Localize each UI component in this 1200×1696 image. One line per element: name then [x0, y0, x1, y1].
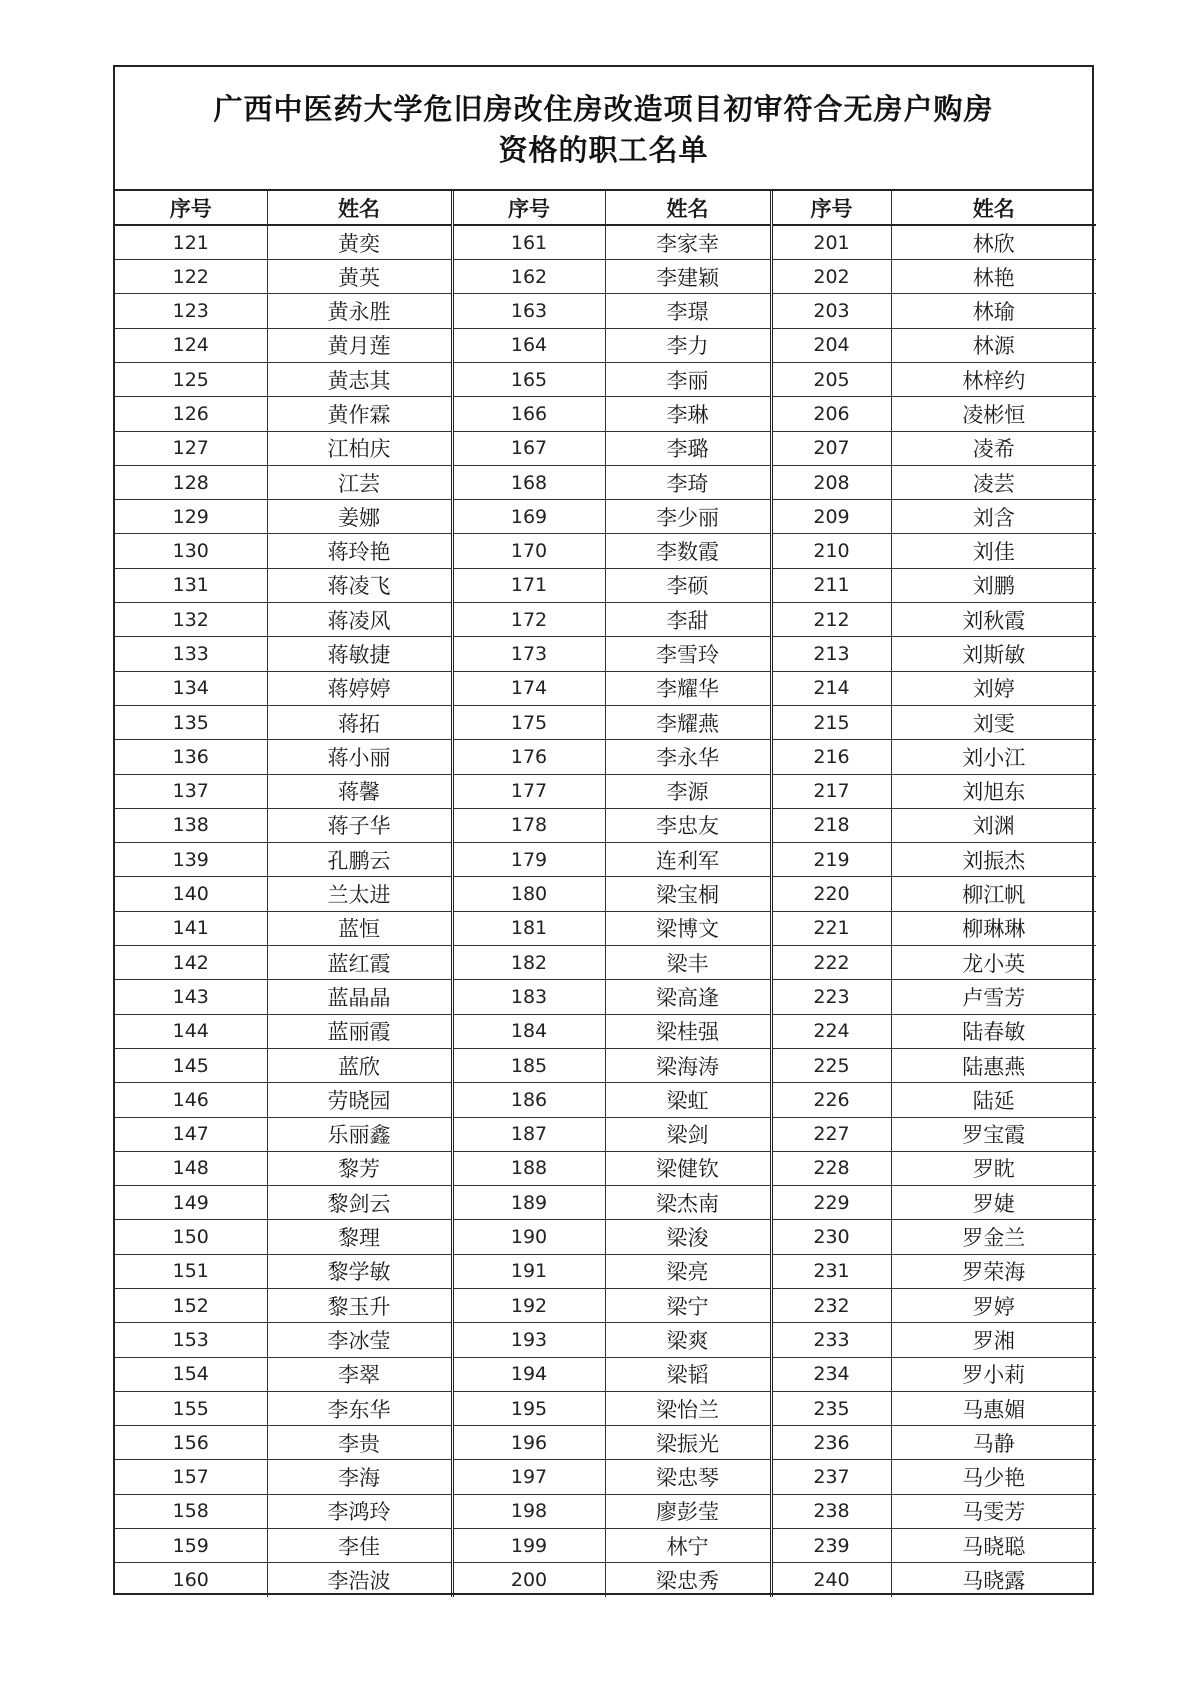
cell-name-3: 罗小莉: [891, 1357, 1096, 1391]
cell-seq-1: 158: [115, 1494, 267, 1528]
cell-seq-1: 136: [115, 740, 267, 774]
cell-name-3: 卢雪芳: [891, 980, 1096, 1014]
cell-name-1: 蒋小丽: [267, 740, 452, 774]
header-name-2: 姓名: [605, 191, 771, 225]
cell-seq-3: 229: [771, 1186, 891, 1220]
cell-name-2: 梁韬: [605, 1357, 771, 1391]
cell-name-1: 蒋婷婷: [267, 671, 452, 705]
cell-seq-3: 201: [771, 225, 891, 259]
cell-name-1: 蓝欣: [267, 1048, 452, 1082]
cell-seq-3: 217: [771, 774, 891, 808]
cell-seq-2: 193: [452, 1323, 605, 1357]
cell-seq-1: 130: [115, 534, 267, 568]
cell-seq-1: 122: [115, 260, 267, 294]
cell-seq-2: 194: [452, 1357, 605, 1391]
cell-name-2: 李力: [605, 328, 771, 362]
cell-name-1: 蒋敏捷: [267, 637, 452, 671]
cell-seq-3: 235: [771, 1391, 891, 1425]
cell-seq-2: 180: [452, 877, 605, 911]
cell-seq-1: 128: [115, 465, 267, 499]
cell-name-3: 柳琳琳: [891, 911, 1096, 945]
cell-seq-3: 233: [771, 1323, 891, 1357]
cell-seq-2: 185: [452, 1048, 605, 1082]
cell-seq-3: 208: [771, 465, 891, 499]
table-row: [115, 225, 1096, 259]
cell-name-3: 陆春敏: [891, 1014, 1096, 1048]
table-row: [115, 843, 1096, 877]
cell-name-1: 蒋凌飞: [267, 568, 452, 602]
cell-seq-3: 237: [771, 1460, 891, 1494]
table-row: [115, 637, 1096, 671]
cell-name-1: 江芸: [267, 465, 452, 499]
cell-seq-1: 154: [115, 1357, 267, 1391]
cell-name-1: 黄奕: [267, 225, 452, 259]
cell-name-1: 蓝丽霞: [267, 1014, 452, 1048]
cell-seq-3: 216: [771, 740, 891, 774]
cell-seq-1: 150: [115, 1220, 267, 1254]
cell-name-2: 梁高逢: [605, 980, 771, 1014]
cell-name-2: 李少丽: [605, 500, 771, 534]
cell-name-2: 梁爽: [605, 1323, 771, 1357]
cell-name-3: 林源: [891, 328, 1096, 362]
cell-name-2: 李数霞: [605, 534, 771, 568]
table-row: [115, 1083, 1096, 1117]
cell-name-2: 李建颖: [605, 260, 771, 294]
table-row: [115, 1494, 1096, 1528]
table-row: [115, 740, 1096, 774]
cell-seq-2: 168: [452, 465, 605, 499]
cell-name-3: 罗眈: [891, 1151, 1096, 1185]
cell-name-2: 李雪玲: [605, 637, 771, 671]
cell-name-1: 黄英: [267, 260, 452, 294]
cell-seq-3: 232: [771, 1289, 891, 1323]
cell-seq-1: 141: [115, 911, 267, 945]
cell-seq-3: 207: [771, 431, 891, 465]
cell-seq-1: 121: [115, 225, 267, 259]
cell-seq-3: 205: [771, 362, 891, 396]
cell-seq-1: 123: [115, 294, 267, 328]
cell-name-3: 罗荣海: [891, 1254, 1096, 1288]
cell-name-2: 梁健钦: [605, 1151, 771, 1185]
cell-seq-2: 162: [452, 260, 605, 294]
cell-seq-3: 228: [771, 1151, 891, 1185]
cell-name-2: 梁忠秀: [605, 1563, 771, 1597]
cell-name-1: 李海: [267, 1460, 452, 1494]
cell-name-3: 刘振杰: [891, 843, 1096, 877]
cell-seq-1: 143: [115, 980, 267, 1014]
cell-name-1: 李翠: [267, 1357, 452, 1391]
cell-name-2: 廖彭莹: [605, 1494, 771, 1528]
cell-name-2: 李耀华: [605, 671, 771, 705]
cell-name-2: 李硕: [605, 568, 771, 602]
document-title: [213, 89, 993, 171]
cell-name-2: 梁怡兰: [605, 1391, 771, 1425]
cell-name-1: 李佳: [267, 1529, 452, 1563]
cell-seq-1: 127: [115, 431, 267, 465]
cell-name-3: 马少艳: [891, 1460, 1096, 1494]
cell-name-3: 罗金兰: [891, 1220, 1096, 1254]
cell-seq-1: 125: [115, 362, 267, 396]
cell-seq-1: 159: [115, 1529, 267, 1563]
cell-name-2: 梁海涛: [605, 1048, 771, 1082]
table-row: [115, 1563, 1096, 1597]
cell-seq-2: 195: [452, 1391, 605, 1425]
cell-seq-1: 148: [115, 1151, 267, 1185]
cell-seq-2: 196: [452, 1426, 605, 1460]
table-row: [115, 568, 1096, 602]
cell-name-3: 林欣: [891, 225, 1096, 259]
header-seq-1: 序号: [115, 191, 267, 225]
cell-name-3: 凌芸: [891, 465, 1096, 499]
cell-seq-1: 151: [115, 1254, 267, 1288]
cell-name-2: 李琳: [605, 397, 771, 431]
cell-name-1: 黄永胜: [267, 294, 452, 328]
cell-name-1: 黎芳: [267, 1151, 452, 1185]
title-line-1: 广西中医药大学危旧房改住房改造项目初审符合无房户购房: [213, 92, 994, 126]
table-row: [115, 980, 1096, 1014]
cell-seq-1: 156: [115, 1426, 267, 1460]
table-row: [115, 1220, 1096, 1254]
table-row: [115, 534, 1096, 568]
cell-name-1: 蒋拓: [267, 705, 452, 739]
cell-seq-2: 178: [452, 808, 605, 842]
cell-seq-1: 137: [115, 774, 267, 808]
cell-seq-2: 169: [452, 500, 605, 534]
cell-seq-2: 177: [452, 774, 605, 808]
staff-roster-table: [115, 191, 1096, 1597]
cell-seq-2: 187: [452, 1117, 605, 1151]
cell-name-2: 梁忠琴: [605, 1460, 771, 1494]
table-row: [115, 294, 1096, 328]
header-name-1: 姓名: [267, 191, 452, 225]
cell-name-2: 梁杰南: [605, 1186, 771, 1220]
cell-name-1: 蓝恒: [267, 911, 452, 945]
cell-seq-1: 133: [115, 637, 267, 671]
cell-seq-3: 224: [771, 1014, 891, 1048]
cell-name-2: 李璐: [605, 431, 771, 465]
cell-seq-1: 149: [115, 1186, 267, 1220]
cell-seq-2: 175: [452, 705, 605, 739]
table-row: [115, 1048, 1096, 1082]
cell-seq-2: 166: [452, 397, 605, 431]
cell-seq-3: 213: [771, 637, 891, 671]
cell-name-1: 黎玉升: [267, 1289, 452, 1323]
cell-seq-3: 227: [771, 1117, 891, 1151]
cell-name-2: 梁剑: [605, 1117, 771, 1151]
cell-seq-2: 197: [452, 1460, 605, 1494]
cell-name-1: 黄作霖: [267, 397, 452, 431]
title-box: [115, 67, 1092, 191]
cell-seq-1: 145: [115, 1048, 267, 1082]
cell-name-3: 刘旭东: [891, 774, 1096, 808]
cell-seq-2: 174: [452, 671, 605, 705]
cell-seq-3: 209: [771, 500, 891, 534]
cell-seq-2: 188: [452, 1151, 605, 1185]
cell-name-1: 孔鹏云: [267, 843, 452, 877]
cell-seq-1: 144: [115, 1014, 267, 1048]
cell-name-3: 刘鹏: [891, 568, 1096, 602]
cell-name-3: 马晓露: [962, 1569, 1026, 1594]
cell-name-3: 罗婕: [891, 1186, 1096, 1220]
cell-name-2: 梁丰: [605, 946, 771, 980]
cell-name-2: 梁虹: [605, 1083, 771, 1117]
cell-name-3: 马雯芳: [891, 1494, 1096, 1528]
cell-seq-3: 218: [771, 808, 891, 842]
cell-seq-3: 210: [771, 534, 891, 568]
cell-name-3: 罗婷: [891, 1289, 1096, 1323]
cell-seq-3: 230: [771, 1220, 891, 1254]
cell-seq-2: 191: [452, 1254, 605, 1288]
table-row: [115, 808, 1096, 842]
cell-name-1: 黎学敏: [267, 1254, 452, 1288]
cell-seq-3: 215: [771, 705, 891, 739]
cell-name-3: 凌希: [891, 431, 1096, 465]
cell-name-3: 龙小英: [891, 946, 1096, 980]
table-row: [115, 603, 1096, 637]
cell-seq-3: 225: [771, 1048, 891, 1082]
cell-seq-2: 165: [452, 362, 605, 396]
cell-name-3: 刘雯: [891, 705, 1096, 739]
cell-seq-1: 142: [115, 946, 267, 980]
cell-seq-3: 220: [771, 877, 891, 911]
cell-name-3: 刘婷: [891, 671, 1096, 705]
table-row: [115, 397, 1096, 431]
cell-name-1: 黄志其: [267, 362, 452, 396]
cell-seq-2: 163: [452, 294, 605, 328]
table-row: [115, 671, 1096, 705]
cell-seq-2: 164: [452, 328, 605, 362]
cell-seq-3: 214: [771, 671, 891, 705]
cell-seq-2: 200: [452, 1563, 605, 1597]
cell-name-1: 蒋子华: [267, 808, 452, 842]
cell-name-1: 蓝晶晶: [267, 980, 452, 1014]
cell-seq-2: 176: [452, 740, 605, 774]
cell-name-2: 梁宁: [605, 1289, 771, 1323]
cell-seq-3: 240: [771, 1563, 891, 1597]
cell-name-2: 梁桂强: [605, 1014, 771, 1048]
cell-name-1: 李冰莹: [267, 1323, 452, 1357]
cell-seq-3: 202: [771, 260, 891, 294]
cell-name-1: 江柏庆: [267, 431, 452, 465]
cell-name-3: 刘秋霞: [891, 603, 1096, 637]
cell-seq-3: 238: [771, 1494, 891, 1528]
cell-name-2: 李琦: [605, 465, 771, 499]
cell-name-3: 柳江帆: [891, 877, 1096, 911]
cell-seq-1: 126: [115, 397, 267, 431]
cell-name-3: 林艳: [891, 260, 1096, 294]
cell-name-1: 黎理: [267, 1220, 452, 1254]
cell-seq-2: 179: [452, 843, 605, 877]
cell-name-3: 刘斯敏: [891, 637, 1096, 671]
table-row: [115, 1014, 1096, 1048]
cell-name-3: 马惠媚: [891, 1391, 1096, 1425]
table-row: [115, 1357, 1096, 1391]
cell-seq-1: 129: [115, 500, 267, 534]
cell-seq-1: 153: [115, 1323, 267, 1357]
table-row: [115, 465, 1096, 499]
cell-name-1: 蓝红霞: [267, 946, 452, 980]
cell-name-2: 李耀燕: [605, 705, 771, 739]
cell-name-1: 李贵: [267, 1426, 452, 1460]
cell-name-2: 连利军: [605, 843, 771, 877]
title-line-2: 资格的职工名单: [498, 133, 709, 167]
table-row: [115, 877, 1096, 911]
table-row: [115, 705, 1096, 739]
header-seq-2: 序号: [452, 191, 605, 225]
cell-name-3: 林梓约: [891, 362, 1096, 396]
cell-name-3: 陆延: [891, 1083, 1096, 1117]
cell-seq-3: 226: [771, 1083, 891, 1117]
header-seq-3: 序号: [771, 191, 891, 225]
table-row: [115, 362, 1096, 396]
table-row: [115, 1254, 1096, 1288]
cell-seq-3: 236: [771, 1426, 891, 1460]
cell-seq-2: 189: [452, 1186, 605, 1220]
cell-name-2: 梁博文: [605, 911, 771, 945]
table-row: [115, 500, 1096, 534]
cell-seq-2: 171: [452, 568, 605, 602]
cell-seq-2: 198: [452, 1494, 605, 1528]
cell-name-1: 蒋凌风: [267, 603, 452, 637]
cell-name-3: 刘含: [891, 500, 1096, 534]
cell-name-1: 蒋馨: [267, 774, 452, 808]
table-row: [115, 774, 1096, 808]
cell-seq-2: 183: [452, 980, 605, 1014]
cell-name-3: 马静: [891, 1426, 1096, 1460]
cell-name-1: 劳晓园: [267, 1083, 452, 1117]
cell-seq-3: 211: [771, 568, 891, 602]
cell-name-3: 凌彬恒: [891, 397, 1096, 431]
cell-name-1: 蒋玲艳: [267, 534, 452, 568]
table-row: [115, 911, 1096, 945]
cell-seq-2: 186: [452, 1083, 605, 1117]
header-name-3: 姓名: [891, 191, 1096, 225]
cell-seq-1: 160: [115, 1563, 267, 1597]
cell-seq-3: 204: [771, 328, 891, 362]
cell-seq-1: 134: [115, 671, 267, 705]
cell-seq-2: 173: [452, 637, 605, 671]
table-row: [115, 1151, 1096, 1185]
cell-seq-1: 155: [115, 1391, 267, 1425]
document-sheet: [113, 65, 1094, 1595]
cell-name-2: 梁宝桐: [605, 877, 771, 911]
cell-seq-2: 170: [452, 534, 605, 568]
cell-seq-1: 139: [115, 843, 267, 877]
cell-name-3: 马晓聪: [891, 1529, 1096, 1563]
table-row: [115, 1460, 1096, 1494]
cell-name-3: 刘佳: [891, 534, 1096, 568]
table-row: [115, 1426, 1096, 1460]
cell-name-3: 罗宝霞: [891, 1117, 1096, 1151]
cell-seq-2: 184: [452, 1014, 605, 1048]
table-header-row: [115, 191, 1096, 225]
cell-name-2: 梁浚: [605, 1220, 771, 1254]
cell-seq-3: 234: [771, 1357, 891, 1391]
cell-seq-1: 147: [115, 1117, 267, 1151]
cell-name-2: 李永华: [605, 740, 771, 774]
cell-name-2: 李忠友: [605, 808, 771, 842]
cell-name-1: 姜娜: [267, 500, 452, 534]
cell-seq-2: 182: [452, 946, 605, 980]
cell-name-3: 刘小江: [891, 740, 1096, 774]
cell-name-1: 李鸿玲: [267, 1494, 452, 1528]
cell-seq-2: 172: [452, 603, 605, 637]
table-row: [115, 946, 1096, 980]
table-body: [115, 225, 1096, 1597]
cell-seq-3: 239: [771, 1529, 891, 1563]
cell-name-3: 林瑜: [891, 294, 1096, 328]
cell-seq-1: 140: [115, 877, 267, 911]
table-row: [115, 1529, 1096, 1563]
table-row: [115, 328, 1096, 362]
cell-seq-1: 146: [115, 1083, 267, 1117]
cell-seq-2: 199: [452, 1529, 605, 1563]
table-row: [115, 1289, 1096, 1323]
table-row: [115, 1117, 1096, 1151]
cell-name-3: 罗湘: [891, 1323, 1096, 1357]
cell-name-1: 李东华: [267, 1391, 452, 1425]
cell-seq-3: 221: [771, 911, 891, 945]
table-row: [115, 1323, 1096, 1357]
cell-name-1: 黄月莲: [267, 328, 452, 362]
cell-seq-1: 132: [115, 603, 267, 637]
cell-name-2: 梁振光: [605, 1426, 771, 1460]
cell-seq-2: 192: [452, 1289, 605, 1323]
cell-name-1: 兰太进: [267, 877, 452, 911]
cell-seq-2: 190: [452, 1220, 605, 1254]
table-row: [115, 431, 1096, 465]
cell-seq-2: 167: [452, 431, 605, 465]
cell-seq-3: 222: [771, 946, 891, 980]
cell-seq-1: 152: [115, 1289, 267, 1323]
cell-name-3: 陆惠燕: [891, 1048, 1096, 1082]
cell-seq-3: 231: [771, 1254, 891, 1288]
cell-seq-1: 157: [115, 1460, 267, 1494]
table-row: [115, 1186, 1096, 1220]
cell-name-1: 李浩波: [267, 1563, 452, 1597]
cell-seq-3: 223: [771, 980, 891, 1014]
cell-name-2: 李丽: [605, 362, 771, 396]
cell-seq-1: 135: [115, 705, 267, 739]
cell-seq-3: 212: [771, 603, 891, 637]
cell-seq-3: 203: [771, 294, 891, 328]
cell-seq-1: 124: [115, 328, 267, 362]
cell-name-2: 李璟: [605, 294, 771, 328]
cell-name-2: 李甜: [605, 603, 771, 637]
cell-name-3: 刘渊: [891, 808, 1096, 842]
cell-name-2: 林宁: [605, 1529, 771, 1563]
cell-seq-2: 181: [452, 911, 605, 945]
cell-seq-2: 161: [452, 225, 605, 259]
cell-seq-3: 206: [771, 397, 891, 431]
cell-seq-3: 219: [771, 843, 891, 877]
cell-name-1: 黎剑云: [267, 1186, 452, 1220]
cell-seq-1: 138: [115, 808, 267, 842]
cell-name-2: 李源: [605, 774, 771, 808]
cell-seq-1: 131: [115, 568, 267, 602]
table-row: [115, 1391, 1096, 1425]
cell-name-2: 梁亮: [605, 1254, 771, 1288]
cell-name-2: 李家幸: [605, 225, 771, 259]
cell-name-1: 乐丽鑫: [267, 1117, 452, 1151]
table-row: [115, 260, 1096, 294]
